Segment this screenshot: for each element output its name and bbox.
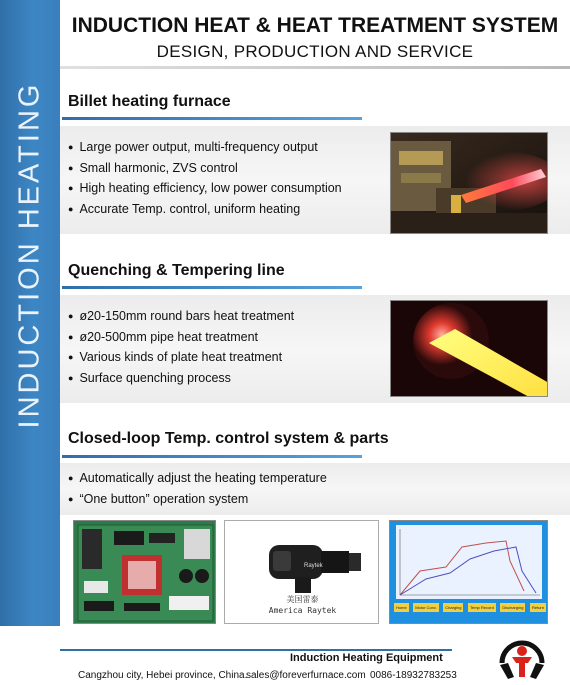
pyrometer-photo xyxy=(224,520,379,624)
page-title: INDUCTION HEAT & HEAT TREATMENT SYSTEM xyxy=(71,14,559,37)
bullet-list-control xyxy=(68,468,327,509)
billet-furnace-photo xyxy=(390,132,548,234)
company-logo-icon xyxy=(494,633,550,683)
list-item: ● “One button” operation system xyxy=(68,489,327,510)
quenching-line-photo xyxy=(390,300,548,397)
list-item: ● Various kinds of plate heat treatment xyxy=(68,347,294,368)
section-title-control: Closed-loop Temp. control system & parts xyxy=(68,430,389,447)
list-item: ● Accurate Temp. control, uniform heating xyxy=(68,199,342,220)
list-item: ● High heating efficiency, low power consumption xyxy=(68,178,342,199)
bullet-list-billet xyxy=(68,137,342,219)
section-title-billet: Billet heating furnace xyxy=(68,93,231,110)
screen-button: Home xyxy=(396,605,407,610)
section-divider xyxy=(62,455,362,458)
list-item: ● ø20-500mm pipe heat treatment xyxy=(68,327,294,348)
footer-phone: 0086-18932783253 xyxy=(370,670,457,681)
list-item: ● Automatically adjust the heating temperature xyxy=(68,468,327,489)
section-title-quenching: Quenching & Tempering line xyxy=(68,262,285,279)
sidebar-label: INDUCTION HEATING xyxy=(13,81,46,429)
list-item: ● Small harmonic, ZVS control xyxy=(68,158,342,179)
header-divider xyxy=(60,66,570,69)
list-item: ● Large power output, multi-frequency output xyxy=(68,137,342,158)
page-header xyxy=(60,0,570,70)
footer-address: Cangzhou city, Hebei province, China. xyxy=(78,670,248,681)
screen-button: Motor Conv. xyxy=(415,605,437,610)
screen-button: Charging xyxy=(445,605,462,610)
brand-label: Raytek xyxy=(304,563,323,569)
page-subtitle: DESIGN, PRODUCTION AND SERVICE xyxy=(156,42,474,61)
screen-button: Temp Record xyxy=(470,605,494,610)
footer-email: sales@foreverfurnace.com xyxy=(246,670,366,681)
list-item: ● ø20-150mm round bars heat treatment xyxy=(68,306,294,327)
pyrometer-caption-en: America Raytek xyxy=(268,606,337,615)
screen-button: Discharging xyxy=(502,605,524,610)
sidebar-banner xyxy=(0,0,60,626)
footer-divider xyxy=(60,649,452,651)
section-divider xyxy=(62,286,362,289)
footer-title: Induction Heating Equipment xyxy=(290,652,443,664)
control-screen-photo xyxy=(389,520,548,624)
screen-button: Return xyxy=(531,605,544,610)
section-divider xyxy=(62,117,362,120)
circuit-board-photo xyxy=(73,520,216,624)
list-item: ● Surface quenching process xyxy=(68,368,294,389)
pyrometer-caption-cn: 美国雷泰 xyxy=(286,595,319,604)
bullet-list-quenching xyxy=(68,306,294,388)
screen-button-row xyxy=(394,603,546,612)
